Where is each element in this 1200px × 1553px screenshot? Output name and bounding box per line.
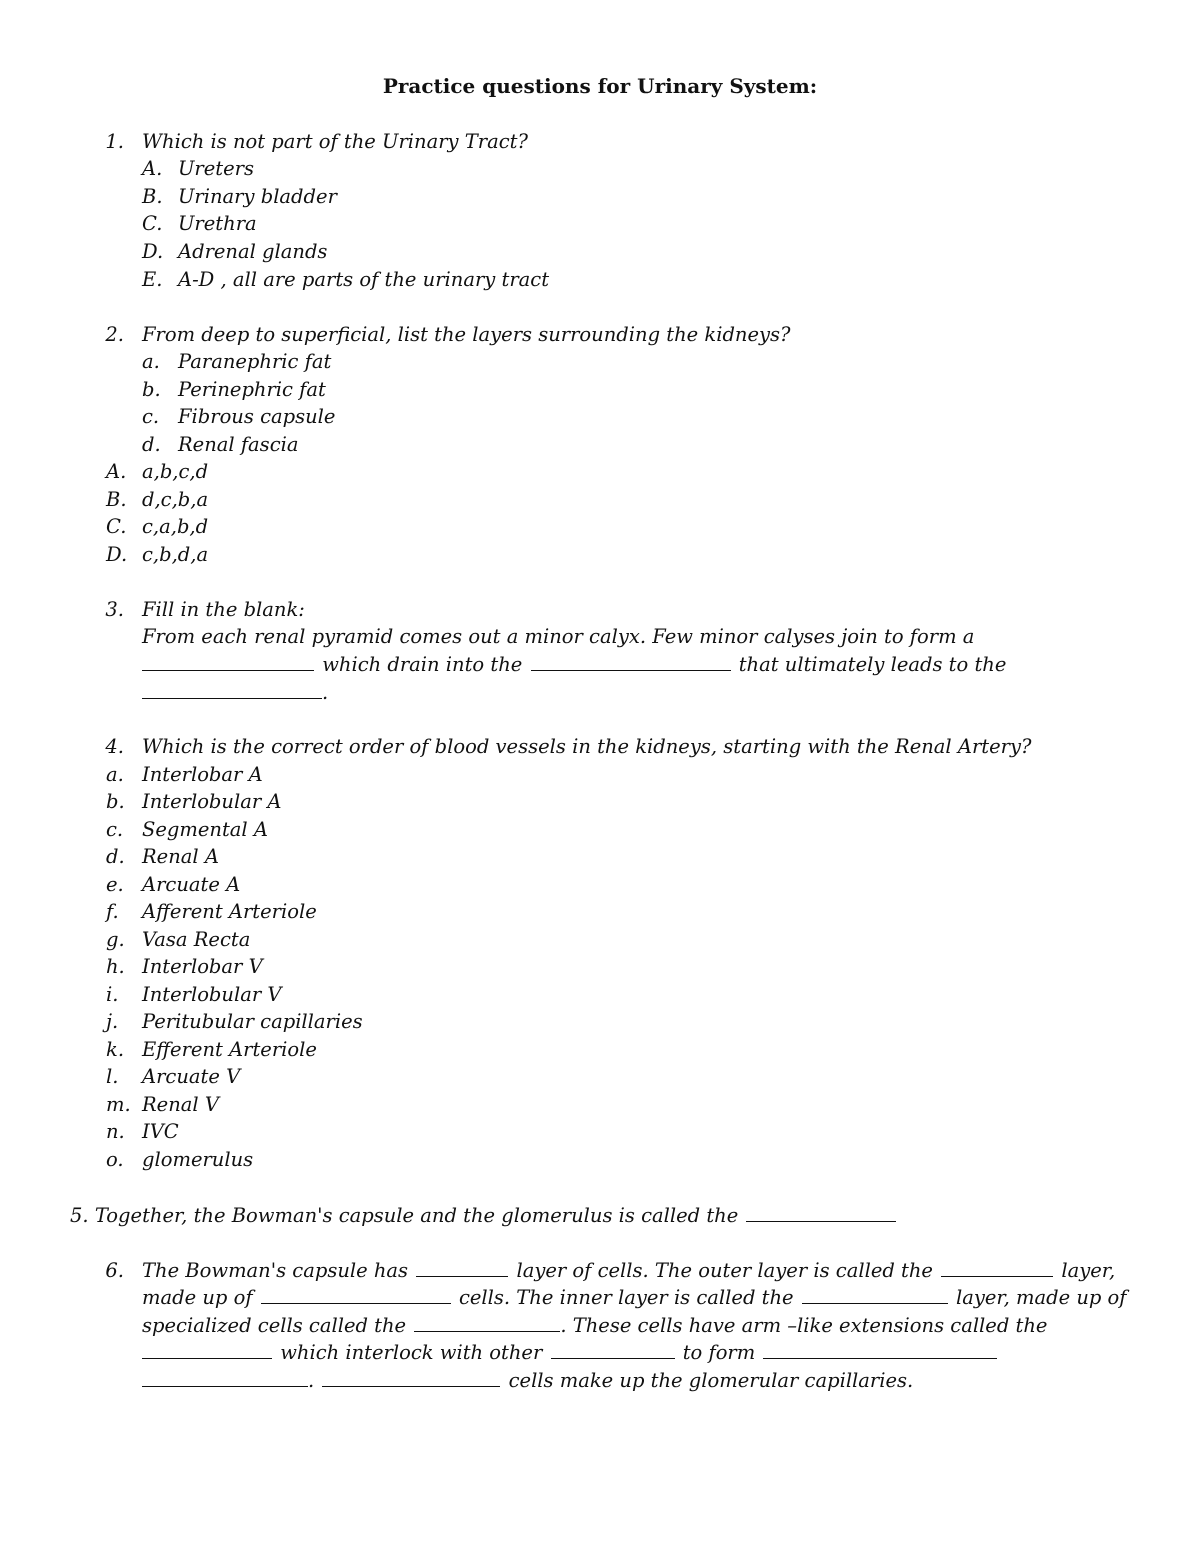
q4-item-text: Interlobular V (142, 983, 282, 1006)
q3-line2-text-a: which drain into the (322, 653, 523, 676)
q2-option-label: D. (106, 543, 128, 566)
q6-blank (322, 1368, 500, 1387)
q3-line1: From each renal pyramid comes out a minor calyx. Few minor calyses join to form a (142, 625, 975, 648)
q4-item-label: n. (106, 1120, 125, 1143)
q4-item-text: Efferent Arteriole (142, 1038, 317, 1061)
q4-item-text: glomerulus (142, 1148, 254, 1171)
q2-item-label: a. (142, 350, 160, 373)
q4-item-text: Vasa Recta (142, 928, 251, 951)
q4-item-text: Peritubular capillaries (142, 1010, 363, 1033)
q2-option-text: a,b,c,d (142, 460, 209, 483)
q2-option-label: B. (106, 488, 127, 511)
q6-text: layer of cells. The outer layer is called the (516, 1259, 933, 1282)
q4-item-label: a. (106, 763, 124, 786)
q1-text: Which is not part of the Urinary Tract? (142, 130, 528, 153)
q5-blank (746, 1203, 896, 1222)
q1-option-label: A. (142, 157, 163, 180)
q3-blank-2 (531, 652, 731, 671)
q6-text: specialized cells called the (142, 1314, 407, 1337)
q4-number: 4. (105, 735, 124, 758)
q6-text: which interlock with other (280, 1341, 543, 1364)
q1-option-text: Urethra (178, 212, 257, 235)
q1-option-label: E. (142, 268, 163, 291)
q6-text: layer, (1061, 1259, 1116, 1282)
q1-number: 1. (105, 130, 124, 153)
q6-blank (416, 1258, 508, 1277)
q4-item-text: Renal V (142, 1093, 219, 1116)
q6-text: . (308, 1369, 315, 1392)
q5-text: Together, the Bowman's capsule and the glomerulus is called the (94, 1204, 739, 1227)
q4-item-text: Arcuate A (142, 873, 241, 896)
q6-line3 (142, 1312, 1047, 1340)
q2-item-label: c. (142, 405, 160, 428)
q6-blank (941, 1258, 1053, 1277)
q4-item-label: j. (106, 1010, 119, 1033)
q3-line2 (142, 651, 1006, 679)
q4-item-label: d. (106, 845, 125, 868)
q1-option-text: Urinary bladder (178, 185, 337, 208)
q2-option-text: c,a,b,d (142, 515, 209, 538)
q3-line3-end: . (322, 681, 329, 704)
q6-blank (763, 1340, 997, 1359)
q6-number: 6. (105, 1259, 124, 1282)
q5-number: 5. (70, 1204, 89, 1227)
q6-text: made up of (142, 1286, 253, 1309)
q3-blank-1 (142, 652, 314, 671)
q2-item-text: Perinephric fat (178, 378, 326, 401)
q6-text: The Bowman's capsule has (142, 1259, 409, 1282)
q6-blank (142, 1368, 308, 1387)
q6-blank (802, 1285, 948, 1304)
q5-line (70, 1202, 898, 1230)
q3-number: 3. (105, 598, 124, 621)
q6-blank (414, 1313, 560, 1332)
q4-item-label: e. (106, 873, 124, 896)
q6-line2 (142, 1284, 1127, 1312)
q6-text: . These cells have arm –like extensions called the (560, 1314, 1048, 1337)
q1-option-label: C. (142, 212, 163, 235)
q2-text: From deep to superficial, list the layers surrounding the kidneys? (142, 323, 791, 346)
q6-line4 (142, 1339, 999, 1367)
q2-item-text: Paranephric fat (178, 350, 332, 373)
q4-item-label: f. (106, 900, 119, 923)
q1-option-label: D. (142, 240, 164, 263)
q3-line3 (142, 679, 328, 707)
q6-text: layer, made up of (955, 1286, 1127, 1309)
q3-line2-text-b: that ultimately leads to the (738, 653, 1007, 676)
q4-item-label: i. (106, 983, 119, 1006)
q4-item-text: Renal A (142, 845, 219, 868)
q2-item-text: Renal fascia (178, 433, 299, 456)
q4-item-label: g. (106, 928, 125, 951)
q3-heading: Fill in the blank: (142, 598, 305, 621)
q2-item-text: Fibrous capsule (178, 405, 336, 428)
q2-option-label: C. (106, 515, 127, 538)
q4-item-text: Afferent Arteriole (142, 900, 317, 923)
q4-item-text: IVC (142, 1120, 179, 1143)
q6-blank (261, 1285, 451, 1304)
q2-item-label: b. (142, 378, 161, 401)
q4-item-label: h. (106, 955, 125, 978)
q4-item-label: b. (106, 790, 125, 813)
q6-blank (551, 1340, 675, 1359)
q4-item-label: c. (106, 818, 124, 841)
q3-blank-3 (142, 680, 322, 699)
q1-option-text: Ureters (178, 157, 255, 180)
q1-option-label: B. (142, 185, 163, 208)
q4-item-text: Interlobar A (142, 763, 263, 786)
q4-item-label: l. (106, 1065, 119, 1088)
q4-item-label: m. (106, 1093, 131, 1116)
q6-blank (142, 1340, 272, 1359)
q4-text: Which is the correct order of blood vessels in the kidneys, starting with the Renal Artery? (142, 735, 1032, 758)
q2-number: 2. (105, 323, 124, 346)
q6-line5 (142, 1367, 913, 1395)
q2-item-label: d. (142, 433, 161, 456)
q2-option-text: c,b,d,a (142, 543, 209, 566)
q4-item-label: k. (106, 1038, 125, 1061)
q1-option-text: A-D , all are parts of the urinary tract (178, 268, 550, 291)
q4-item-text: Arcuate V (142, 1065, 241, 1088)
page-title: Practice questions for Urinary System: (382, 74, 818, 98)
q6-line1 (142, 1257, 1115, 1285)
q4-item-text: Interlobular A (142, 790, 282, 813)
q2-option-text: d,c,b,a (142, 488, 209, 511)
q6-text: cells. The inner layer is called the (458, 1286, 794, 1309)
q1-option-text: Adrenal glands (178, 240, 328, 263)
q4-item-text: Segmental A (142, 818, 268, 841)
q6-text: cells make up the glomerular capillaries. (508, 1369, 914, 1392)
q2-option-label: A. (106, 460, 127, 483)
q6-text: to form (682, 1341, 756, 1364)
q4-item-label: o. (106, 1148, 124, 1171)
q4-item-text: Interlobar V (142, 955, 263, 978)
